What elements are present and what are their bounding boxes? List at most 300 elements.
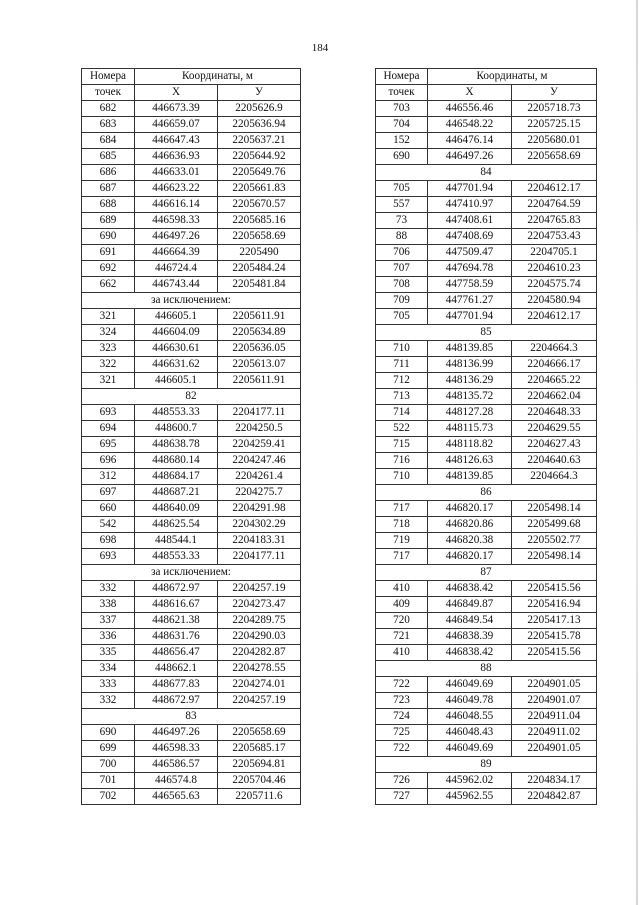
y-coord-cell: 2205637.21	[218, 133, 301, 149]
point-number-cell: 332	[82, 693, 135, 709]
x-coord-cell: 448139.85	[428, 341, 512, 357]
table-row	[376, 693, 597, 709]
y-coord-cell: 2204901.05	[512, 741, 597, 757]
x-coord-cell: 446049.69	[428, 741, 512, 757]
x-coord-cell: 448631.76	[135, 629, 218, 645]
x-coord-cell: 446633.01	[135, 165, 218, 181]
section-label: 82	[82, 389, 301, 405]
table-row	[376, 629, 597, 645]
x-coord-cell: 448672.97	[135, 581, 218, 597]
table-row	[376, 677, 597, 693]
table-row	[82, 517, 301, 533]
y-coord-cell: 2205626.9	[218, 101, 301, 117]
table-row	[376, 261, 597, 277]
table-row	[376, 293, 597, 309]
point-number-cell: 324	[82, 325, 135, 341]
x-coord-cell: 447701.94	[428, 309, 512, 325]
point-number-cell: 702	[82, 789, 135, 805]
point-number-cell: 691	[82, 245, 135, 261]
table-row	[82, 325, 301, 341]
table-row	[82, 741, 301, 757]
x-coord-cell: 448687.21	[135, 485, 218, 501]
point-number-cell: 321	[82, 373, 135, 389]
point-number-cell: 722	[376, 677, 428, 693]
x-coord-cell: 446598.33	[135, 741, 218, 757]
x-coord-cell: 446724.4	[135, 261, 218, 277]
point-number-cell: 712	[376, 373, 428, 389]
y-coord-cell: 2205711.6	[218, 789, 301, 805]
x-coord-cell: 446838.39	[428, 629, 512, 645]
x-coord-cell: 448544.1	[135, 533, 218, 549]
col-header-number-sub: точек	[376, 85, 428, 101]
x-coord-cell: 448553.33	[135, 549, 218, 565]
table-row	[82, 469, 301, 485]
table-row	[376, 501, 597, 517]
y-coord-cell: 2205417.13	[512, 613, 597, 629]
table-row	[376, 517, 597, 533]
x-coord-cell: 448127.28	[428, 405, 512, 421]
x-coord-cell: 446565.63	[135, 789, 218, 805]
point-number-cell: 522	[376, 421, 428, 437]
table-row	[82, 357, 301, 373]
y-coord-cell: 2205644.92	[218, 149, 301, 165]
x-coord-cell: 446497.26	[135, 725, 218, 741]
col-header-coords: Координаты, м	[428, 69, 597, 85]
point-number-cell: 719	[376, 533, 428, 549]
x-coord-cell: 447509.47	[428, 245, 512, 261]
y-coord-cell: 2204911.04	[512, 709, 597, 725]
table-row	[82, 197, 301, 213]
table-row	[376, 117, 597, 133]
point-number-cell: 725	[376, 725, 428, 741]
y-coord-cell: 2205661.83	[218, 181, 301, 197]
point-number-cell: 338	[82, 597, 135, 613]
y-coord-cell: 2205502.77	[512, 533, 597, 549]
section-row	[376, 757, 597, 773]
col-header-coords: Координаты, м	[135, 69, 301, 85]
point-number-cell: 542	[82, 517, 135, 533]
x-coord-cell: 446476.14	[428, 133, 512, 149]
x-coord-cell: 445962.02	[428, 773, 512, 789]
table-row	[82, 581, 301, 597]
y-coord-cell: 2205649.76	[218, 165, 301, 181]
point-number-cell: 684	[82, 133, 135, 149]
x-coord-cell: 448118.82	[428, 437, 512, 453]
y-coord-cell: 2204765.83	[512, 213, 597, 229]
y-coord-cell: 2205611.91	[218, 309, 301, 325]
x-coord-cell: 446838.42	[428, 581, 512, 597]
y-coord-cell: 2204629.55	[512, 421, 597, 437]
table-row	[376, 581, 597, 597]
table-row	[82, 677, 301, 693]
y-coord-cell: 2204627.43	[512, 437, 597, 453]
point-number-cell: 686	[82, 165, 135, 181]
x-coord-cell: 446605.1	[135, 309, 218, 325]
x-coord-cell: 446631.62	[135, 357, 218, 373]
y-coord-cell: 2204648.33	[512, 405, 597, 421]
table-row	[82, 773, 301, 789]
x-coord-cell: 446673.39	[135, 101, 218, 117]
table-row	[376, 645, 597, 661]
section-label: 84	[376, 165, 597, 181]
point-number-cell: 721	[376, 629, 428, 645]
x-coord-cell: 447694.78	[428, 261, 512, 277]
table-row	[82, 757, 301, 773]
table-body-left	[82, 101, 301, 805]
point-number-cell: 332	[82, 581, 135, 597]
table-row	[82, 725, 301, 741]
x-coord-cell: 446820.17	[428, 549, 512, 565]
point-number-cell: 660	[82, 501, 135, 517]
y-coord-cell: 2204259.41	[218, 437, 301, 453]
y-coord-cell: 2204612.17	[512, 309, 597, 325]
col-header-x: X	[428, 85, 512, 101]
table-row	[376, 421, 597, 437]
table-row	[82, 373, 301, 389]
table-row	[82, 309, 301, 325]
x-coord-cell: 448684.17	[135, 469, 218, 485]
table-row	[376, 405, 597, 421]
y-coord-cell: 2204580.94	[512, 293, 597, 309]
point-number-cell: 701	[82, 773, 135, 789]
point-number-cell: 336	[82, 629, 135, 645]
point-number-cell: 335	[82, 645, 135, 661]
point-number-cell: 312	[82, 469, 135, 485]
y-coord-cell: 2205636.94	[218, 117, 301, 133]
table-row	[376, 613, 597, 629]
x-coord-cell: 447701.94	[428, 181, 512, 197]
section-label: 85	[376, 325, 597, 341]
point-number-cell: 704	[376, 117, 428, 133]
y-coord-cell: 2205499.68	[512, 517, 597, 533]
point-number-cell: 710	[376, 469, 428, 485]
table-row	[376, 149, 597, 165]
x-coord-cell: 448135.72	[428, 389, 512, 405]
section-label: 89	[376, 757, 597, 773]
x-coord-cell: 446630.61	[135, 341, 218, 357]
point-number-cell: 700	[82, 757, 135, 773]
x-coord-cell: 448656.47	[135, 645, 218, 661]
table-row	[82, 149, 301, 165]
x-coord-cell: 448625.54	[135, 517, 218, 533]
point-number-cell: 409	[376, 597, 428, 613]
x-coord-cell: 448680.14	[135, 453, 218, 469]
table-row	[82, 453, 301, 469]
x-coord-cell: 446548.22	[428, 117, 512, 133]
y-coord-cell: 2205613.07	[218, 357, 301, 373]
point-number-cell: 717	[376, 501, 428, 517]
point-number-cell: 662	[82, 277, 135, 293]
coordinates-table-left	[81, 68, 301, 805]
x-coord-cell: 446497.26	[135, 229, 218, 245]
x-coord-cell: 445962.55	[428, 789, 512, 805]
y-coord-cell: 2205685.17	[218, 741, 301, 757]
table-row	[82, 789, 301, 805]
y-coord-cell: 2204291.98	[218, 501, 301, 517]
col-header-number-sub: точек	[82, 85, 135, 101]
point-number-cell: 717	[376, 549, 428, 565]
table-row	[82, 405, 301, 421]
table-body-right	[376, 101, 597, 805]
x-coord-cell: 448553.33	[135, 405, 218, 421]
table-row	[82, 421, 301, 437]
point-number-cell: 73	[376, 213, 428, 229]
table-row	[376, 709, 597, 725]
y-coord-cell: 2205415.56	[512, 581, 597, 597]
table-row	[376, 277, 597, 293]
table-row	[376, 741, 597, 757]
point-number-cell: 703	[376, 101, 428, 117]
section-label: 86	[376, 485, 597, 501]
x-coord-cell: 448672.97	[135, 693, 218, 709]
x-coord-cell: 446048.43	[428, 725, 512, 741]
point-number-cell: 88	[376, 229, 428, 245]
y-coord-cell: 2204901.07	[512, 693, 597, 709]
point-number-cell: 698	[82, 533, 135, 549]
section-row	[376, 485, 597, 501]
table-row	[82, 485, 301, 501]
table-row	[376, 725, 597, 741]
y-coord-cell: 2205611.91	[218, 373, 301, 389]
table-row	[376, 389, 597, 405]
x-coord-cell: 446664.39	[135, 245, 218, 261]
section-row	[376, 165, 597, 181]
point-number-cell: 708	[376, 277, 428, 293]
table-row	[82, 181, 301, 197]
point-number-cell: 726	[376, 773, 428, 789]
y-coord-cell: 2204183.31	[218, 533, 301, 549]
point-number-cell: 690	[82, 229, 135, 245]
point-number-cell: 705	[376, 309, 428, 325]
point-number-cell: 706	[376, 245, 428, 261]
point-number-cell: 687	[82, 181, 135, 197]
section-label: 88	[376, 661, 597, 677]
y-coord-cell: 2204901.05	[512, 677, 597, 693]
y-coord-cell: 2204764.59	[512, 197, 597, 213]
table-row	[376, 357, 597, 373]
table-row	[376, 309, 597, 325]
table-row	[376, 597, 597, 613]
y-coord-cell: 2205658.69	[512, 149, 597, 165]
table-row	[82, 693, 301, 709]
y-coord-cell: 2205484.24	[218, 261, 301, 277]
x-coord-cell: 448621.38	[135, 613, 218, 629]
point-number-cell: 727	[376, 789, 428, 805]
table-row	[82, 597, 301, 613]
y-coord-cell: 2205415.78	[512, 629, 597, 645]
y-coord-cell: 2205685.16	[218, 213, 301, 229]
point-number-cell: 333	[82, 677, 135, 693]
table-row	[376, 773, 597, 789]
point-number-cell: 410	[376, 581, 428, 597]
y-coord-cell: 2204664.3	[512, 469, 597, 485]
y-coord-cell: 2204664.3	[512, 341, 597, 357]
y-coord-cell: 2204640.63	[512, 453, 597, 469]
y-coord-cell: 2205415.56	[512, 645, 597, 661]
y-coord-cell: 2204282.87	[218, 645, 301, 661]
point-number-cell: 696	[82, 453, 135, 469]
table-row	[82, 213, 301, 229]
x-coord-cell: 448136.29	[428, 373, 512, 389]
y-coord-cell: 2204177.11	[218, 549, 301, 565]
section-label: 83	[82, 709, 301, 725]
scan-edge-shadow	[636, 0, 638, 905]
x-coord-cell: 447408.61	[428, 213, 512, 229]
x-coord-cell: 447410.97	[428, 197, 512, 213]
x-coord-cell: 448677.83	[135, 677, 218, 693]
table-row	[376, 549, 597, 565]
table-row	[376, 373, 597, 389]
table-row	[376, 213, 597, 229]
point-number-cell: 715	[376, 437, 428, 453]
y-coord-cell: 2205498.14	[512, 549, 597, 565]
y-coord-cell: 2205694.81	[218, 757, 301, 773]
point-number-cell: 337	[82, 613, 135, 629]
y-coord-cell: 2205658.69	[218, 229, 301, 245]
y-coord-cell: 2205680.01	[512, 133, 597, 149]
y-coord-cell: 2204665.22	[512, 373, 597, 389]
table-row	[82, 101, 301, 117]
y-coord-cell: 2204289.75	[218, 613, 301, 629]
y-coord-cell: 2204612.17	[512, 181, 597, 197]
table-row	[376, 341, 597, 357]
section-row	[376, 565, 597, 581]
x-coord-cell: 448126.63	[428, 453, 512, 469]
y-coord-cell: 2205498.14	[512, 501, 597, 517]
y-coord-cell: 2205718.73	[512, 101, 597, 117]
y-coord-cell: 2204834.17	[512, 773, 597, 789]
x-coord-cell: 446623.22	[135, 181, 218, 197]
x-coord-cell: 446636.93	[135, 149, 218, 165]
table-row	[82, 629, 301, 645]
point-number-cell: 705	[376, 181, 428, 197]
point-number-cell: 711	[376, 357, 428, 373]
y-coord-cell: 2204753.43	[512, 229, 597, 245]
x-coord-cell: 446820.86	[428, 517, 512, 533]
table-row	[82, 501, 301, 517]
y-coord-cell: 2205670.57	[218, 197, 301, 213]
point-number-cell: 709	[376, 293, 428, 309]
table-row	[376, 133, 597, 149]
section-row	[82, 293, 301, 309]
table-row	[376, 789, 597, 805]
table-row	[82, 165, 301, 181]
point-number-cell: 410	[376, 645, 428, 661]
table-row	[376, 197, 597, 213]
section-row	[82, 565, 301, 581]
y-coord-cell: 2204250.5	[218, 421, 301, 437]
table-row	[376, 469, 597, 485]
x-coord-cell: 446048.55	[428, 709, 512, 725]
section-row	[82, 389, 301, 405]
point-number-cell: 710	[376, 341, 428, 357]
x-coord-cell: 446598.33	[135, 213, 218, 229]
point-number-cell: 152	[376, 133, 428, 149]
section-label: за исключением:	[82, 565, 301, 581]
table-row	[82, 229, 301, 245]
y-coord-cell: 2204273.47	[218, 597, 301, 613]
x-coord-cell: 446659.07	[135, 117, 218, 133]
y-coord-cell: 2204575.74	[512, 277, 597, 293]
point-number-cell: 693	[82, 549, 135, 565]
y-coord-cell: 2204290.03	[218, 629, 301, 645]
x-coord-cell: 446743.44	[135, 277, 218, 293]
table-row	[82, 549, 301, 565]
x-coord-cell: 446820.38	[428, 533, 512, 549]
point-number-cell: 334	[82, 661, 135, 677]
table-row	[376, 101, 597, 117]
y-coord-cell: 2204247.46	[218, 453, 301, 469]
x-coord-cell: 446497.26	[428, 149, 512, 165]
y-coord-cell: 2204911.02	[512, 725, 597, 741]
x-coord-cell: 446849.54	[428, 613, 512, 629]
point-number-cell: 685	[82, 149, 135, 165]
point-number-cell: 722	[376, 741, 428, 757]
y-coord-cell: 2205481.84	[218, 277, 301, 293]
x-coord-cell: 446820.17	[428, 501, 512, 517]
point-number-cell: 557	[376, 197, 428, 213]
point-number-cell: 724	[376, 709, 428, 725]
x-coord-cell: 446604.09	[135, 325, 218, 341]
y-coord-cell: 2205490	[218, 245, 301, 261]
table-row	[82, 533, 301, 549]
y-coord-cell: 2204275.7	[218, 485, 301, 501]
y-coord-cell: 2205704.46	[218, 773, 301, 789]
table-row	[376, 533, 597, 549]
col-header-y: У	[218, 85, 301, 101]
point-number-cell: 683	[82, 117, 135, 133]
x-coord-cell: 447761.27	[428, 293, 512, 309]
section-label: за исключением:	[82, 293, 301, 309]
y-coord-cell: 2204278.55	[218, 661, 301, 677]
x-coord-cell: 447408.69	[428, 229, 512, 245]
y-coord-cell: 2205636.05	[218, 341, 301, 357]
y-coord-cell: 2205416.94	[512, 597, 597, 613]
point-number-cell: 718	[376, 517, 428, 533]
point-number-cell: 716	[376, 453, 428, 469]
x-coord-cell: 446605.1	[135, 373, 218, 389]
table-row	[376, 229, 597, 245]
section-row	[376, 661, 597, 677]
x-coord-cell: 448638.78	[135, 437, 218, 453]
x-coord-cell: 446838.42	[428, 645, 512, 661]
point-number-cell: 707	[376, 261, 428, 277]
point-number-cell: 688	[82, 197, 135, 213]
x-coord-cell: 446574.8	[135, 773, 218, 789]
table-row	[82, 661, 301, 677]
table-row	[82, 117, 301, 133]
point-number-cell: 713	[376, 389, 428, 405]
x-coord-cell: 446556.46	[428, 101, 512, 117]
point-number-cell: 694	[82, 421, 135, 437]
y-coord-cell: 2204261.4	[218, 469, 301, 485]
point-number-cell: 682	[82, 101, 135, 117]
y-coord-cell: 2205658.69	[218, 725, 301, 741]
section-label: 87	[376, 565, 597, 581]
x-coord-cell: 446049.69	[428, 677, 512, 693]
point-number-cell: 699	[82, 741, 135, 757]
y-coord-cell: 2205725.15	[512, 117, 597, 133]
point-number-cell: 695	[82, 437, 135, 453]
y-coord-cell: 2204257.19	[218, 693, 301, 709]
y-coord-cell: 2204662.04	[512, 389, 597, 405]
y-coord-cell: 2205634.89	[218, 325, 301, 341]
table-row	[376, 437, 597, 453]
section-row	[376, 325, 597, 341]
point-number-cell: 321	[82, 309, 135, 325]
y-coord-cell: 2204610.23	[512, 261, 597, 277]
y-coord-cell: 2204705.1	[512, 245, 597, 261]
